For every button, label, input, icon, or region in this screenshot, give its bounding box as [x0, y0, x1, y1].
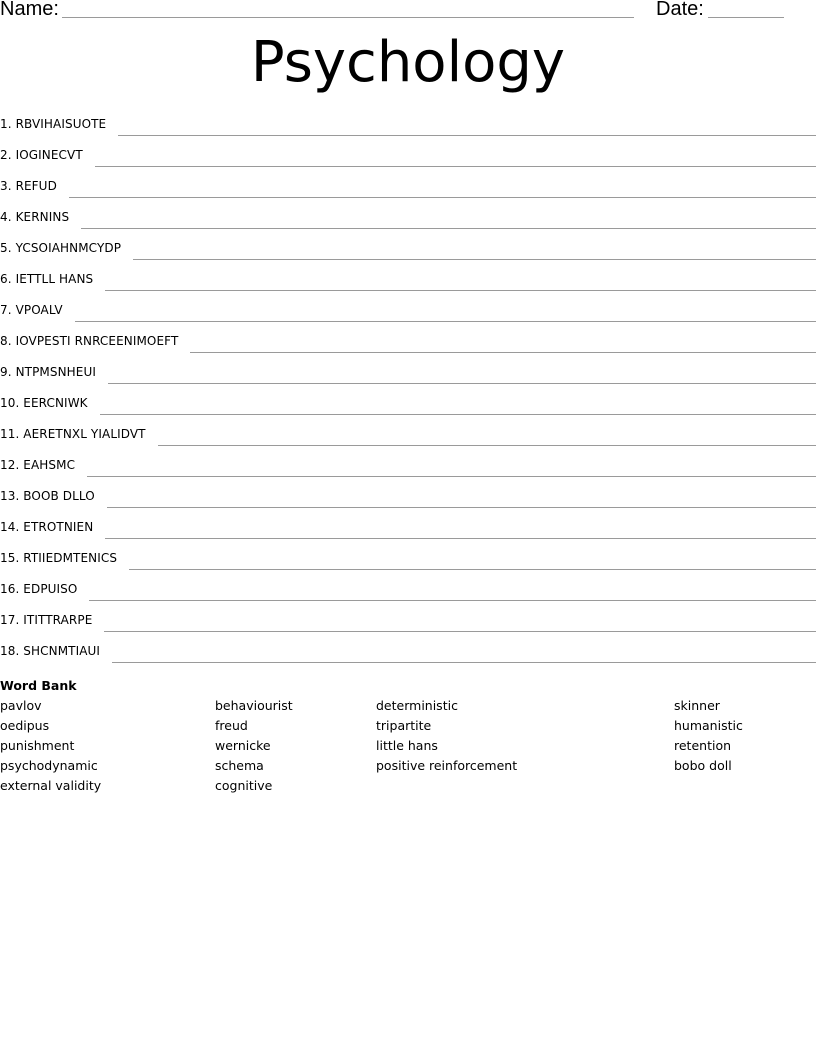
- answer-line[interactable]: [105, 289, 816, 291]
- puzzle-item: [0, 358, 816, 389]
- scrambled-word: 18. SHCNMTIAUI: [0, 644, 101, 658]
- scrambled-word: 14. ETROTNIEN: [0, 520, 94, 534]
- answer-line[interactable]: [112, 661, 816, 663]
- puzzle-item: [0, 110, 816, 141]
- puzzle-item: [0, 606, 816, 637]
- scrambled-word: 10. EERCNIWK: [0, 396, 88, 410]
- scrambled-word: 13. BOOB DLLO: [0, 489, 95, 503]
- word-bank-title: Word Bank: [0, 678, 77, 693]
- puzzle-item: [0, 482, 816, 513]
- puzzle-item: [0, 513, 816, 544]
- name-label: Name:: [0, 0, 59, 20]
- word-bank-entry: deterministic: [376, 698, 458, 713]
- word-bank-column: [0, 697, 101, 797]
- answer-line[interactable]: [158, 444, 816, 446]
- answer-line[interactable]: [129, 568, 816, 570]
- scrambled-word: 9. NTPMSNHEUI: [0, 365, 96, 379]
- page-title: Psychology: [250, 30, 566, 95]
- answer-line[interactable]: [118, 134, 816, 136]
- puzzle-item: [0, 420, 816, 451]
- scrambled-word: 2. IOGINECVT: [0, 148, 83, 162]
- word-bank-column: [674, 697, 743, 777]
- word-bank-column: [215, 697, 293, 797]
- puzzle-item: [0, 172, 816, 203]
- word-bank-entry: retention: [674, 738, 732, 753]
- puzzle-item: [0, 575, 816, 606]
- word-bank-entry: tripartite: [376, 718, 432, 733]
- scrambled-word: 16. EDPUISO: [0, 582, 78, 596]
- date-answer-line[interactable]: [708, 17, 784, 18]
- puzzle-item: [0, 296, 816, 327]
- answer-line[interactable]: [100, 413, 816, 415]
- scrambled-word: 15. RTIIEDMTENICS: [0, 551, 118, 565]
- puzzle-item: [0, 451, 816, 482]
- puzzle-list: [0, 110, 816, 668]
- scrambled-word: 5. YCSOIAHNMCYDP: [0, 241, 122, 255]
- scrambled-word: 1. RBVIHAISUOTE: [0, 117, 107, 131]
- puzzle-item: [0, 234, 816, 265]
- answer-line[interactable]: [95, 165, 816, 167]
- scrambled-word: 17. ITITTRARPE: [0, 613, 93, 627]
- word-bank-entry: cognitive: [215, 778, 273, 793]
- word-bank-entry: behaviourist: [215, 698, 293, 713]
- word-bank-column: [376, 697, 517, 777]
- puzzle-item: [0, 203, 816, 234]
- puzzle-item: [0, 327, 816, 358]
- scrambled-word: 6. IETTLL HANS: [0, 272, 94, 286]
- word-bank-entry: punishment: [0, 738, 75, 753]
- word-bank-entry: bobo doll: [674, 758, 732, 773]
- word-bank-entry: oedipus: [0, 718, 50, 733]
- word-bank-entry: freud: [215, 718, 248, 733]
- puzzle-item: [0, 637, 816, 668]
- answer-line[interactable]: [108, 382, 816, 384]
- scrambled-word: 4. KERNINS: [0, 210, 70, 224]
- word-bank-entry: little hans: [376, 738, 438, 753]
- date-label: Date:: [656, 0, 704, 20]
- scrambled-word: 7. VPOALV: [0, 303, 63, 317]
- word-bank-entry: external validity: [0, 778, 102, 793]
- word-bank: [0, 677, 816, 817]
- scrambled-word: 8. IOVPESTI RNRCEENIMOEFT: [0, 334, 179, 348]
- worksheet-header: [0, 0, 816, 24]
- answer-line[interactable]: [107, 506, 816, 508]
- answer-line[interactable]: [89, 599, 816, 601]
- puzzle-item: [0, 389, 816, 420]
- word-bank-entry: psychodynamic: [0, 758, 98, 773]
- answer-line[interactable]: [190, 351, 816, 353]
- word-bank-entry: wernicke: [215, 738, 271, 753]
- word-bank-entry: positive reinforcement: [376, 758, 518, 773]
- puzzle-item: [0, 265, 816, 296]
- word-bank-entry: humanistic: [674, 718, 743, 733]
- answer-line[interactable]: [133, 258, 816, 260]
- word-bank-entry: pavlov: [0, 698, 42, 713]
- answer-line[interactable]: [105, 537, 816, 539]
- scrambled-word: 11. AERETNXL YIALIDVT: [0, 427, 146, 441]
- word-bank-entry: schema: [215, 758, 264, 773]
- answer-line[interactable]: [81, 227, 816, 229]
- scrambled-word: 3. REFUD: [0, 179, 57, 193]
- answer-line[interactable]: [75, 320, 816, 322]
- name-answer-line[interactable]: [62, 17, 634, 18]
- puzzle-item: [0, 544, 816, 575]
- answer-line[interactable]: [69, 196, 816, 198]
- answer-line[interactable]: [104, 630, 816, 632]
- answer-line[interactable]: [87, 475, 816, 477]
- puzzle-item: [0, 141, 816, 172]
- scrambled-word: 12. EAHSMC: [0, 458, 76, 472]
- word-bank-columns: [0, 697, 816, 817]
- word-bank-entry: skinner: [674, 698, 720, 713]
